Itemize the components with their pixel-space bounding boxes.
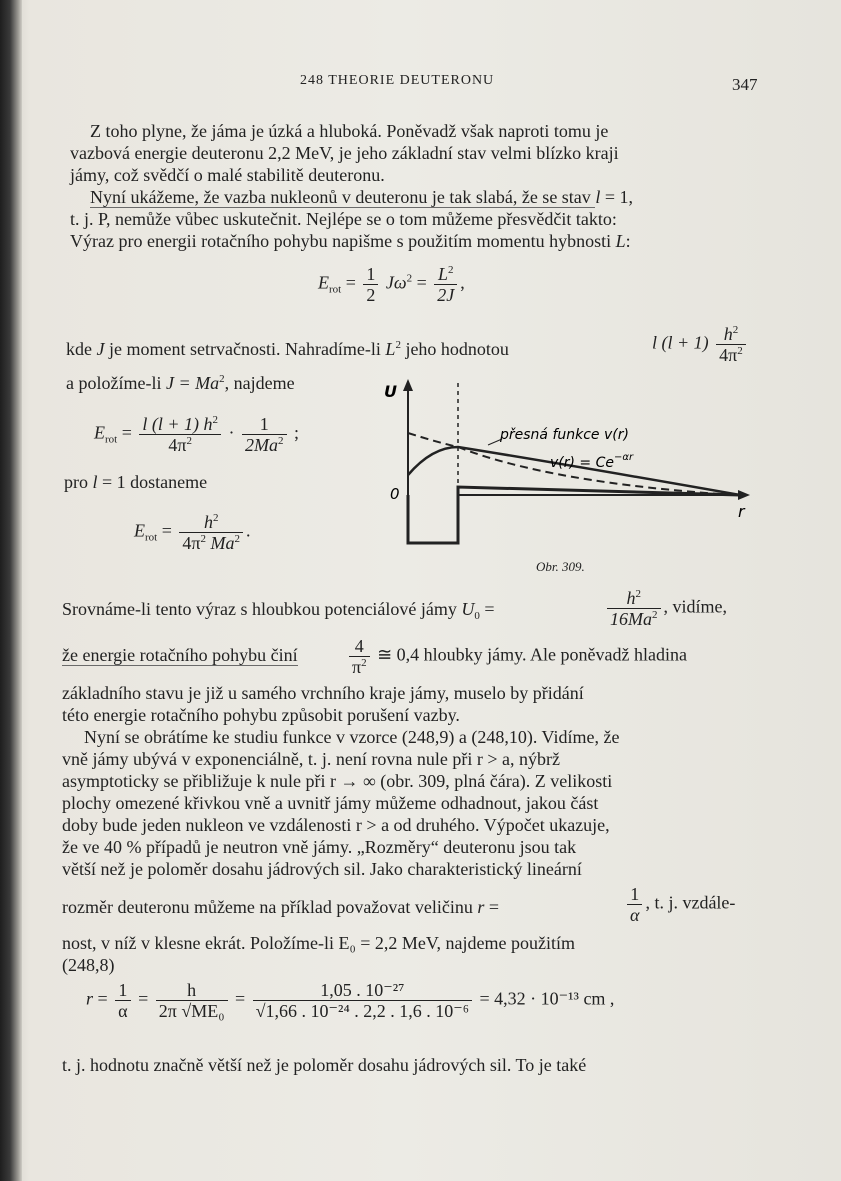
figure-potential-well	[370, 375, 770, 575]
math-sup: 2	[448, 264, 454, 276]
fraction	[607, 588, 661, 629]
math-var: α	[630, 905, 640, 925]
math-sup: 2	[406, 272, 413, 285]
text-span: Výraz pro energii rotačního pohybu napišme s použitím momentu hybnosti	[70, 231, 616, 251]
text-line: vazbová energie deuteronu 2,2 MeV, je jeho základní stav velmi blízko kraji	[70, 143, 619, 163]
math-var: r	[477, 897, 485, 917]
frac-den	[349, 657, 370, 677]
frac-num: h	[156, 980, 228, 1001]
text-line	[66, 372, 295, 394]
frac-num	[139, 414, 221, 435]
label-approx-sup: −αr	[613, 452, 634, 463]
label-exact-function: přesná funkce v(r)	[500, 427, 629, 443]
math-var: l	[595, 187, 601, 207]
text-span: = 1,	[600, 187, 633, 207]
frac-den	[242, 435, 287, 455]
text-span: je moment setrvačnosti. Nahradíme-li	[104, 339, 386, 359]
text-line: t. j. hodnotu značně větší než je poloměr dosahu jádrových sil. To je také	[62, 1055, 587, 1075]
label-approx-function	[550, 452, 634, 471]
math-var: 4π	[719, 345, 738, 365]
text-span: :	[625, 231, 631, 251]
frac-num	[179, 512, 243, 533]
math-op: =	[121, 422, 132, 443]
text-span: kde	[66, 339, 97, 359]
math-op: ,	[460, 272, 465, 293]
math-op: =	[235, 988, 246, 1009]
math-sup: 2	[395, 339, 401, 351]
text-line	[66, 338, 509, 360]
math-var: l	[92, 472, 98, 492]
text-span: Srovnáme-li tento výraz s hloubkou potenciálové jámy	[62, 599, 462, 619]
math-var: h	[723, 324, 733, 344]
equation-erot-l1	[134, 512, 250, 553]
text-line	[62, 644, 298, 666]
text-span: ≅ 0,4 hloubky jámy. Ale poněvadž hladina	[372, 644, 687, 665]
math-op: =	[479, 599, 495, 619]
figure-caption: Obr. 309.	[536, 559, 585, 574]
math-sub: 0	[474, 610, 480, 622]
frac-den: 2π √ME₀	[158, 1001, 225, 1021]
frac-den	[607, 609, 661, 629]
text-line	[70, 230, 631, 252]
text-line: plochy omezené křivkou vně a uvnitř jámy můžeme odhadnout, jakou část	[62, 793, 599, 813]
frac-den	[179, 533, 243, 553]
math-var: h	[626, 588, 636, 608]
fraction	[139, 414, 221, 455]
math-expr: J = Ma	[165, 373, 220, 393]
math-var: Jω	[385, 272, 407, 293]
text-span: , najdeme	[224, 373, 295, 393]
frac-num: 1	[115, 980, 130, 1001]
math-var: J	[96, 339, 105, 359]
frac-den: 2	[366, 285, 376, 305]
math-expr: l (l + 1)	[652, 332, 709, 353]
math-op: ·	[228, 422, 235, 443]
frac-den: √1,66 . 10⁻²⁴ . 2,2 . 1,6 . 10⁻⁶	[255, 1001, 469, 1021]
math-var: Ma	[205, 533, 235, 553]
text-line: t. j. P, nemůže vůbec uskutečnit. Nejlépe se o tom můžeme přesvědčit takto:	[70, 209, 617, 229]
math-var: 16Ma	[610, 609, 652, 629]
fraction	[627, 884, 642, 925]
fraction	[156, 980, 228, 1021]
math-op: .	[245, 520, 251, 541]
fraction	[115, 980, 130, 1021]
frac-num: 4	[349, 636, 370, 657]
frac-num	[607, 588, 661, 609]
text-span: pro	[64, 472, 93, 492]
math-var: h	[203, 512, 213, 532]
text-line: (248,8)	[62, 955, 115, 975]
y-axis-arrow	[403, 379, 413, 391]
inline-formula	[604, 588, 727, 629]
fraction	[363, 264, 378, 305]
math-expr: l (l + 1) h	[142, 414, 213, 434]
text-line: asymptoticky se přibližuje k nule při r → ∞ (obr. 309, plná čára). Z velikosti	[62, 771, 613, 791]
math-sup: 2	[200, 533, 206, 545]
text-line: větší než je poloměr dosahu jádrových sil. Jako charakteristický lineární	[62, 859, 582, 879]
math-var: π	[352, 657, 362, 677]
math-op: =	[138, 988, 149, 1009]
text-line	[64, 471, 207, 493]
text-line: vně jámy ubývá v exponenciálně, t. j. není rovna nule při r > a, nýbrž	[62, 749, 560, 769]
running-header: 248 THEORIE DEUTERONU	[300, 73, 495, 88]
text-span: , vidíme,	[663, 596, 727, 617]
fraction	[179, 512, 243, 553]
y-axis-label: U	[384, 382, 397, 401]
math-op: =	[416, 272, 427, 293]
text-line: Z toho plyne, že jáma je úzká a hluboká. Poněvadž však naproti tomu je	[90, 121, 609, 141]
math-var: E	[134, 520, 145, 541]
math-sup: 2	[186, 435, 192, 447]
origin-label: 0	[390, 485, 400, 503]
text-span: že energie rotačního pohybu činí	[62, 645, 298, 665]
fraction	[242, 414, 287, 455]
text-line	[62, 896, 499, 918]
text-line	[62, 598, 495, 620]
frac-den	[139, 435, 221, 455]
page-number: 347	[732, 75, 758, 94]
math-op: =	[97, 988, 108, 1009]
frac-num	[716, 324, 746, 345]
text-line: že ve 40 % případů je neutron vně jámy. „Rozměry“ deuteronu jsou tak	[62, 837, 577, 857]
frac-den	[627, 905, 642, 925]
text-line	[90, 186, 633, 208]
fraction	[349, 636, 370, 677]
text-line: doby bude jeden nukleon ve vzdálenosti r > a od druhého. Výpočet ukazuje,	[62, 815, 610, 835]
equation-deuteron-radius	[86, 980, 614, 1021]
math-var: 2Ma	[245, 435, 279, 455]
text-line: Nyní se obrátíme ke studiu funkce v vzorce (248,9) a (248,10). Vidíme, že	[84, 727, 620, 747]
math-var: L	[385, 339, 396, 359]
math-op: ;	[294, 422, 300, 443]
math-sup: 2	[361, 657, 367, 669]
text-span: = 1 dostaneme	[97, 472, 208, 492]
math-sup: 2	[219, 373, 225, 385]
inline-formula	[652, 324, 749, 365]
math-op: =	[345, 272, 356, 293]
math-var: 2J	[437, 285, 455, 305]
math-sup: 2	[732, 324, 739, 336]
inline-formula	[624, 884, 735, 925]
frac-den	[716, 345, 746, 365]
math-result: = 4,32 · 10⁻¹³ cm ,	[479, 988, 615, 1009]
math-var: 4π	[182, 533, 201, 553]
fraction	[434, 264, 457, 305]
frac-den: α	[118, 1001, 128, 1021]
math-sup: 2	[212, 512, 219, 524]
fraction	[716, 324, 746, 365]
math-sup: 2	[635, 588, 641, 600]
math-op: =	[161, 520, 172, 541]
math-sup: 2	[652, 609, 658, 621]
frac-num: 1,05 . 10⁻²⁷	[253, 980, 472, 1001]
fraction	[253, 980, 472, 1021]
math-var: U	[461, 599, 475, 619]
math-sup: 2	[737, 345, 743, 357]
math-sub: rot	[145, 531, 158, 544]
equation-erot-general	[94, 414, 299, 455]
math-sub: rot	[105, 433, 118, 446]
math-sub: rot	[329, 283, 342, 296]
math-op: =	[484, 897, 500, 917]
math-var: 4π	[168, 435, 187, 455]
text-span: jeho hodnotou	[400, 339, 509, 359]
math-var: r	[86, 988, 94, 1009]
frac-num	[434, 264, 457, 285]
r-axis-label: r	[738, 502, 745, 521]
text-span: Nyní ukážeme, že vazba nukleonů v deuteronu je tak slabá, že se stav	[90, 187, 596, 207]
math-var: E	[318, 272, 329, 293]
text-line: základního stavu je již u samého vrchního kraje jámy, muselo by přidání	[62, 683, 584, 703]
frac-num: 1	[363, 264, 378, 285]
frac-num: 1	[627, 884, 642, 905]
math-var: L	[437, 264, 448, 284]
text-line: této energie rotačního pohybu způsobit porušení vazby.	[62, 705, 460, 725]
frac-num: 1	[242, 414, 287, 435]
text-line: jámy, což svědčí o malé stabilitě deuteronu.	[70, 165, 385, 185]
math-var: E	[94, 422, 105, 443]
equation-erot-momentum	[318, 264, 465, 305]
math-var: L	[615, 231, 626, 251]
text-line: nost, v níž v klesne ekrát. Položíme-li E₀ = 2,2 MeV, najdeme použitím	[62, 933, 575, 953]
inline-formula	[346, 636, 687, 677]
book-spine-shadow	[0, 0, 22, 1181]
text-span: a položíme-li	[66, 373, 166, 393]
math-sup: 2	[212, 414, 219, 426]
math-sup: 2	[234, 533, 240, 545]
text-span: rozměr deuteronu můžeme na příklad považovat veličinu	[62, 897, 478, 917]
frac-den	[434, 285, 457, 305]
math-sup: 2	[278, 435, 284, 447]
label-approx-main: v(r) = Ce	[550, 455, 614, 471]
text-span: , t. j. vzdále-	[645, 892, 736, 913]
